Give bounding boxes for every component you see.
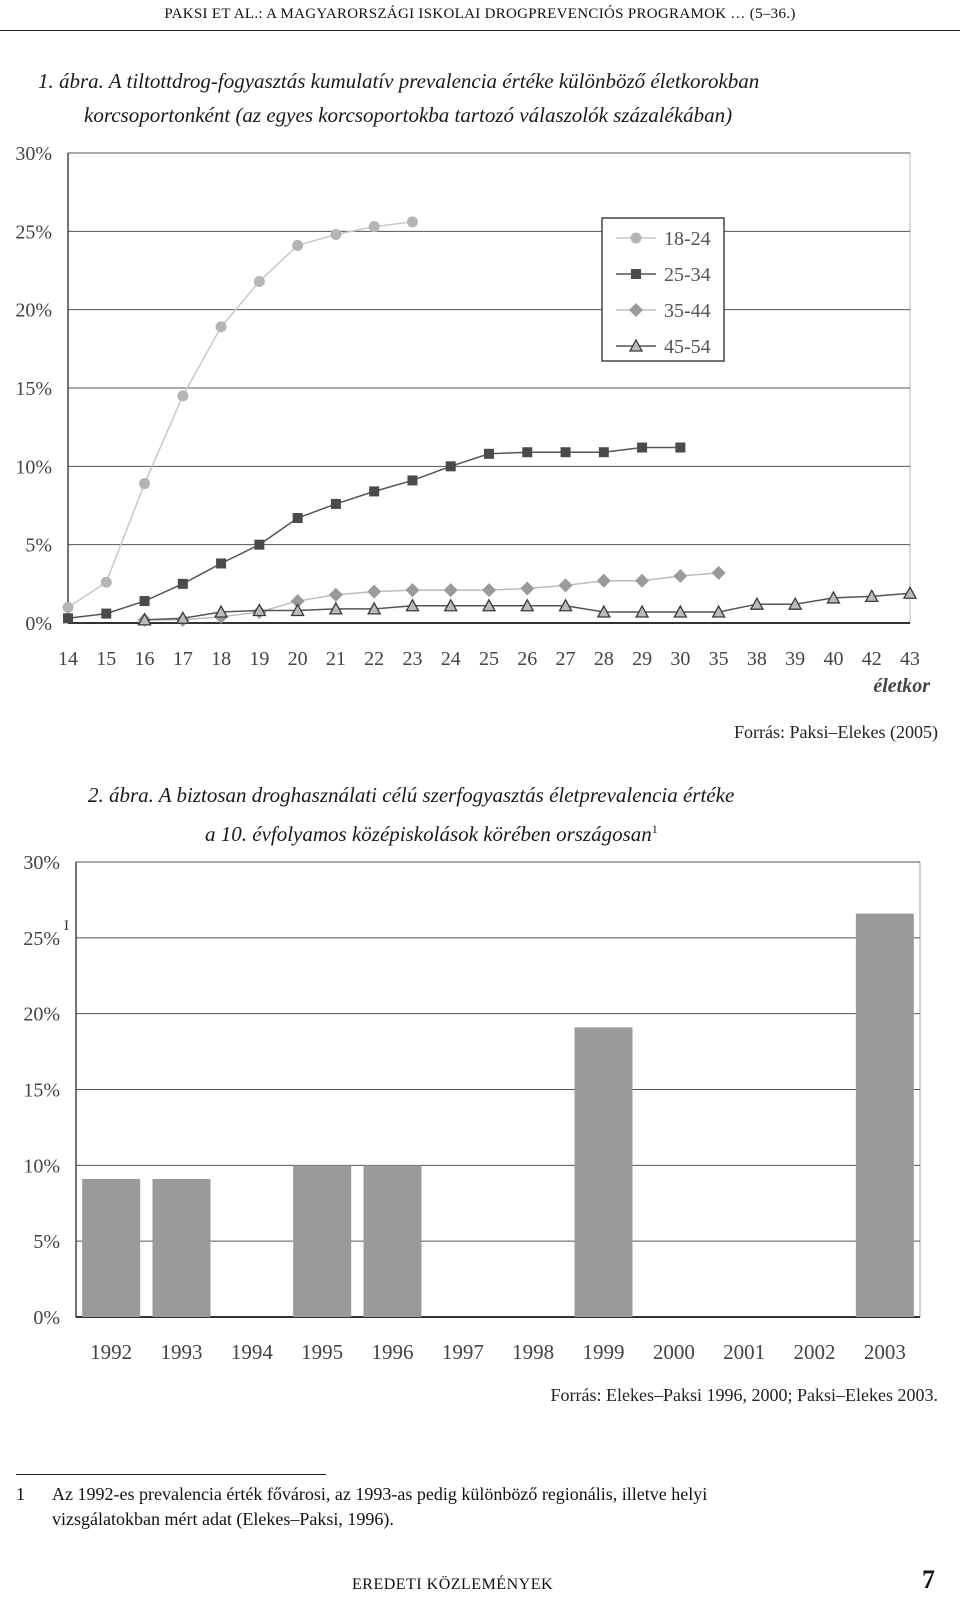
figure2-y-tick-label: 15% <box>23 1079 60 1102</box>
figure1-data-point <box>101 609 111 619</box>
figure1-data-point <box>254 540 264 550</box>
figure1-x-tick-label: 16 <box>134 648 155 670</box>
figure1-data-point <box>405 583 419 597</box>
figure1-data-point <box>482 583 496 597</box>
figure2-y-tick-label: 5% <box>33 1231 60 1254</box>
figure1-x-tick-label: 39 <box>785 648 806 670</box>
figure1-data-point <box>673 569 687 583</box>
figure1-x-tick-label: 20 <box>287 648 308 670</box>
page-number: 7 <box>922 1565 935 1594</box>
figure1-x-tick-label: 18 <box>211 648 232 670</box>
footnote-line2: vizsgálatokban mért adat (Elekes–Paksi, 1996). <box>52 1509 394 1529</box>
figure1-legend-label: 45-54 <box>664 336 711 358</box>
figure1-x-tick-label: 19 <box>249 648 270 670</box>
figure1-y-tick-label: 10% <box>15 456 52 479</box>
figure2-annotation-mark: I <box>64 918 69 934</box>
figure2-x-tick-label: 1996 <box>371 1340 414 1364</box>
figure1-data-point <box>407 475 417 485</box>
figure1-x-tick-label: 40 <box>823 648 844 670</box>
figure2-x-tick-label: 1998 <box>512 1340 555 1364</box>
figure1-y-tick-label: 15% <box>15 378 52 400</box>
figure1-x-tick-label: 42 <box>861 648 882 670</box>
figure1-x-tick-label: 22 <box>364 648 385 670</box>
figure2-source: Forrás: Elekes–Paksi 1996, 2000; Paksi–Elekes 2003. <box>550 1385 938 1405</box>
figure2-bar-1993 <box>153 1179 211 1317</box>
figure1-data-point <box>331 499 341 509</box>
figure1-data-point <box>292 240 303 251</box>
figure2-bar-1999 <box>575 1027 633 1317</box>
figure1-data-point <box>635 574 649 588</box>
figure1-legend-marker <box>631 233 642 244</box>
figure1-data-point <box>637 443 647 453</box>
figure2-y-tick-label: 0% <box>33 1307 60 1329</box>
figure2-x-tick-label: 1997 <box>441 1340 484 1364</box>
figure2-bar-1996 <box>364 1165 422 1317</box>
figure2-x-tick-label: 2001 <box>723 1340 766 1364</box>
figure2-x-tick-label: 2000 <box>652 1340 695 1364</box>
header-divider <box>0 30 960 31</box>
figure1-x-tick-label: 26 <box>517 648 538 670</box>
figure1-data-point <box>63 613 73 623</box>
figure1-x-tick-label: 14 <box>58 648 78 670</box>
figure1-x-tick-label: 29 <box>632 648 653 670</box>
figure1-y-tick-label: 0% <box>25 613 52 635</box>
figure2-x-tick-label: 1999 <box>582 1340 625 1364</box>
figure1-data-point <box>444 583 458 597</box>
figure1-data-point <box>407 216 418 227</box>
figure1-data-point <box>139 478 150 489</box>
figure1-data-point <box>177 390 188 401</box>
figure2-x-tick-label: 1994 <box>230 1340 273 1364</box>
figure1-x-axis-title: életkor <box>873 675 930 697</box>
figure1-data-point <box>216 321 227 332</box>
figure1-series-line <box>68 222 412 607</box>
figure1-series-35-44 <box>138 566 726 627</box>
figure1-data-point <box>178 579 188 589</box>
figure1-x-tick-label: 30 <box>670 648 691 670</box>
figure1-data-point <box>293 513 303 523</box>
figure1-x-tick-label: 35 <box>708 648 729 670</box>
figure2-y-tick-label: 30% <box>23 852 60 874</box>
figure1-data-point <box>330 229 341 240</box>
figure2-y-tick-label: 20% <box>23 1003 60 1026</box>
figure1-y-tick-label: 25% <box>15 221 52 244</box>
figure1-data-point <box>559 578 573 592</box>
figure1-x-tick-label: 17 <box>172 648 193 670</box>
figure1-data-point <box>140 596 150 606</box>
footnote-number: 1 <box>16 1484 25 1504</box>
figure1-x-tick-label: 43 <box>900 648 920 670</box>
figure1-data-point <box>367 585 381 599</box>
figure1-line-chart <box>0 135 960 715</box>
figure1-x-tick-label: 27 <box>555 648 576 670</box>
figure1-x-tick-label: 21 <box>325 648 346 670</box>
figure2-caption-footnote-ref: 1 <box>651 822 658 836</box>
figure1-caption-line1: 1. ábra. A tiltottdrog-fogyasztás kumulatív prevalencia értéke különböző életkorokban <box>38 69 760 93</box>
figure2-x-tick-label: 2002 <box>793 1340 836 1364</box>
figure2-x-tick-label: 1993 <box>160 1340 203 1364</box>
figure1-data-point <box>904 587 916 598</box>
running-header: PAKSI ET AL.: A MAGYARORSZÁGI ISKOLAI DROGPREVENCIÓS PROGRAMOK … (5–36.) <box>164 6 796 22</box>
figure1-data-point <box>484 449 494 459</box>
figure1-data-point <box>254 276 265 287</box>
figure1-data-point <box>522 447 532 457</box>
figure1-data-point <box>329 588 343 602</box>
footnote-line1: Az 1992-es prevalencia érték fővárosi, az 1993-as pedig különböző regionális, illetve helyi <box>52 1484 708 1504</box>
figure1-legend-marker <box>631 269 641 279</box>
figure1-caption-line2: korcsoportonként (az egyes korcsoportokba tartozó válaszolók százalékában) <box>84 103 733 127</box>
figure1-x-tick-label: 28 <box>593 648 614 670</box>
figure1-data-point <box>675 443 685 453</box>
figure1-data-point <box>101 577 112 588</box>
figure1-y-tick-label: 20% <box>15 299 52 322</box>
figure1-legend-label: 35-44 <box>664 300 711 322</box>
figure2-caption-line2 <box>205 814 658 849</box>
figure1-data-point <box>63 602 74 613</box>
figure1-series-line <box>145 573 719 620</box>
figure1-data-point <box>216 558 226 568</box>
figure1-data-point <box>597 574 611 588</box>
figure2-bar-1995 <box>293 1165 351 1317</box>
figure2-caption-line2-text: a 10. évfolyamos középiskolások körében országosan <box>205 822 652 846</box>
figure2-y-tick-label: 10% <box>23 1155 60 1178</box>
figure2-x-tick-label: 1995 <box>301 1340 344 1364</box>
figure2-bar-chart <box>0 850 960 1380</box>
figure2-x-tick-label: 1992 <box>90 1340 133 1364</box>
figure2-caption-line1: 2. ábra. A biztosan droghasználati célú szerfogyasztás életprevalencia értéke <box>88 783 735 807</box>
figure2-x-tick-label: 2003 <box>863 1340 906 1364</box>
figure1-y-tick-label: 30% <box>15 143 52 165</box>
footer-section-title: EREDETI KÖZLEMÉNYEK <box>352 1576 554 1593</box>
figure1-data-point <box>561 447 571 457</box>
figure1-x-tick-label: 15 <box>96 648 117 670</box>
figure1-source: Forrás: Paksi–Elekes (2005) <box>734 722 938 742</box>
figure1-legend-label: 25-34 <box>664 264 711 286</box>
figure1-data-point <box>446 461 456 471</box>
figure2-bar-2003 <box>856 914 914 1317</box>
figure1-x-tick-label: 25 <box>479 648 499 670</box>
figure2-bar-1992 <box>82 1179 140 1317</box>
figure1-data-point <box>520 582 534 596</box>
figure1-y-tick-label: 5% <box>25 534 52 557</box>
figure1-data-point <box>712 566 726 580</box>
figure1-data-point <box>599 447 609 457</box>
figure1-legend-label: 18-24 <box>664 228 711 250</box>
figure2-y-tick-label: 25% <box>23 927 60 950</box>
figure1-x-tick-label: 23 <box>402 648 423 670</box>
footnote-divider <box>16 1474 326 1475</box>
figure1-data-point <box>369 221 380 232</box>
figure1-x-tick-label: 24 <box>440 648 461 670</box>
figure1-x-tick-label: 38 <box>746 648 767 670</box>
figure1-data-point <box>369 486 379 496</box>
